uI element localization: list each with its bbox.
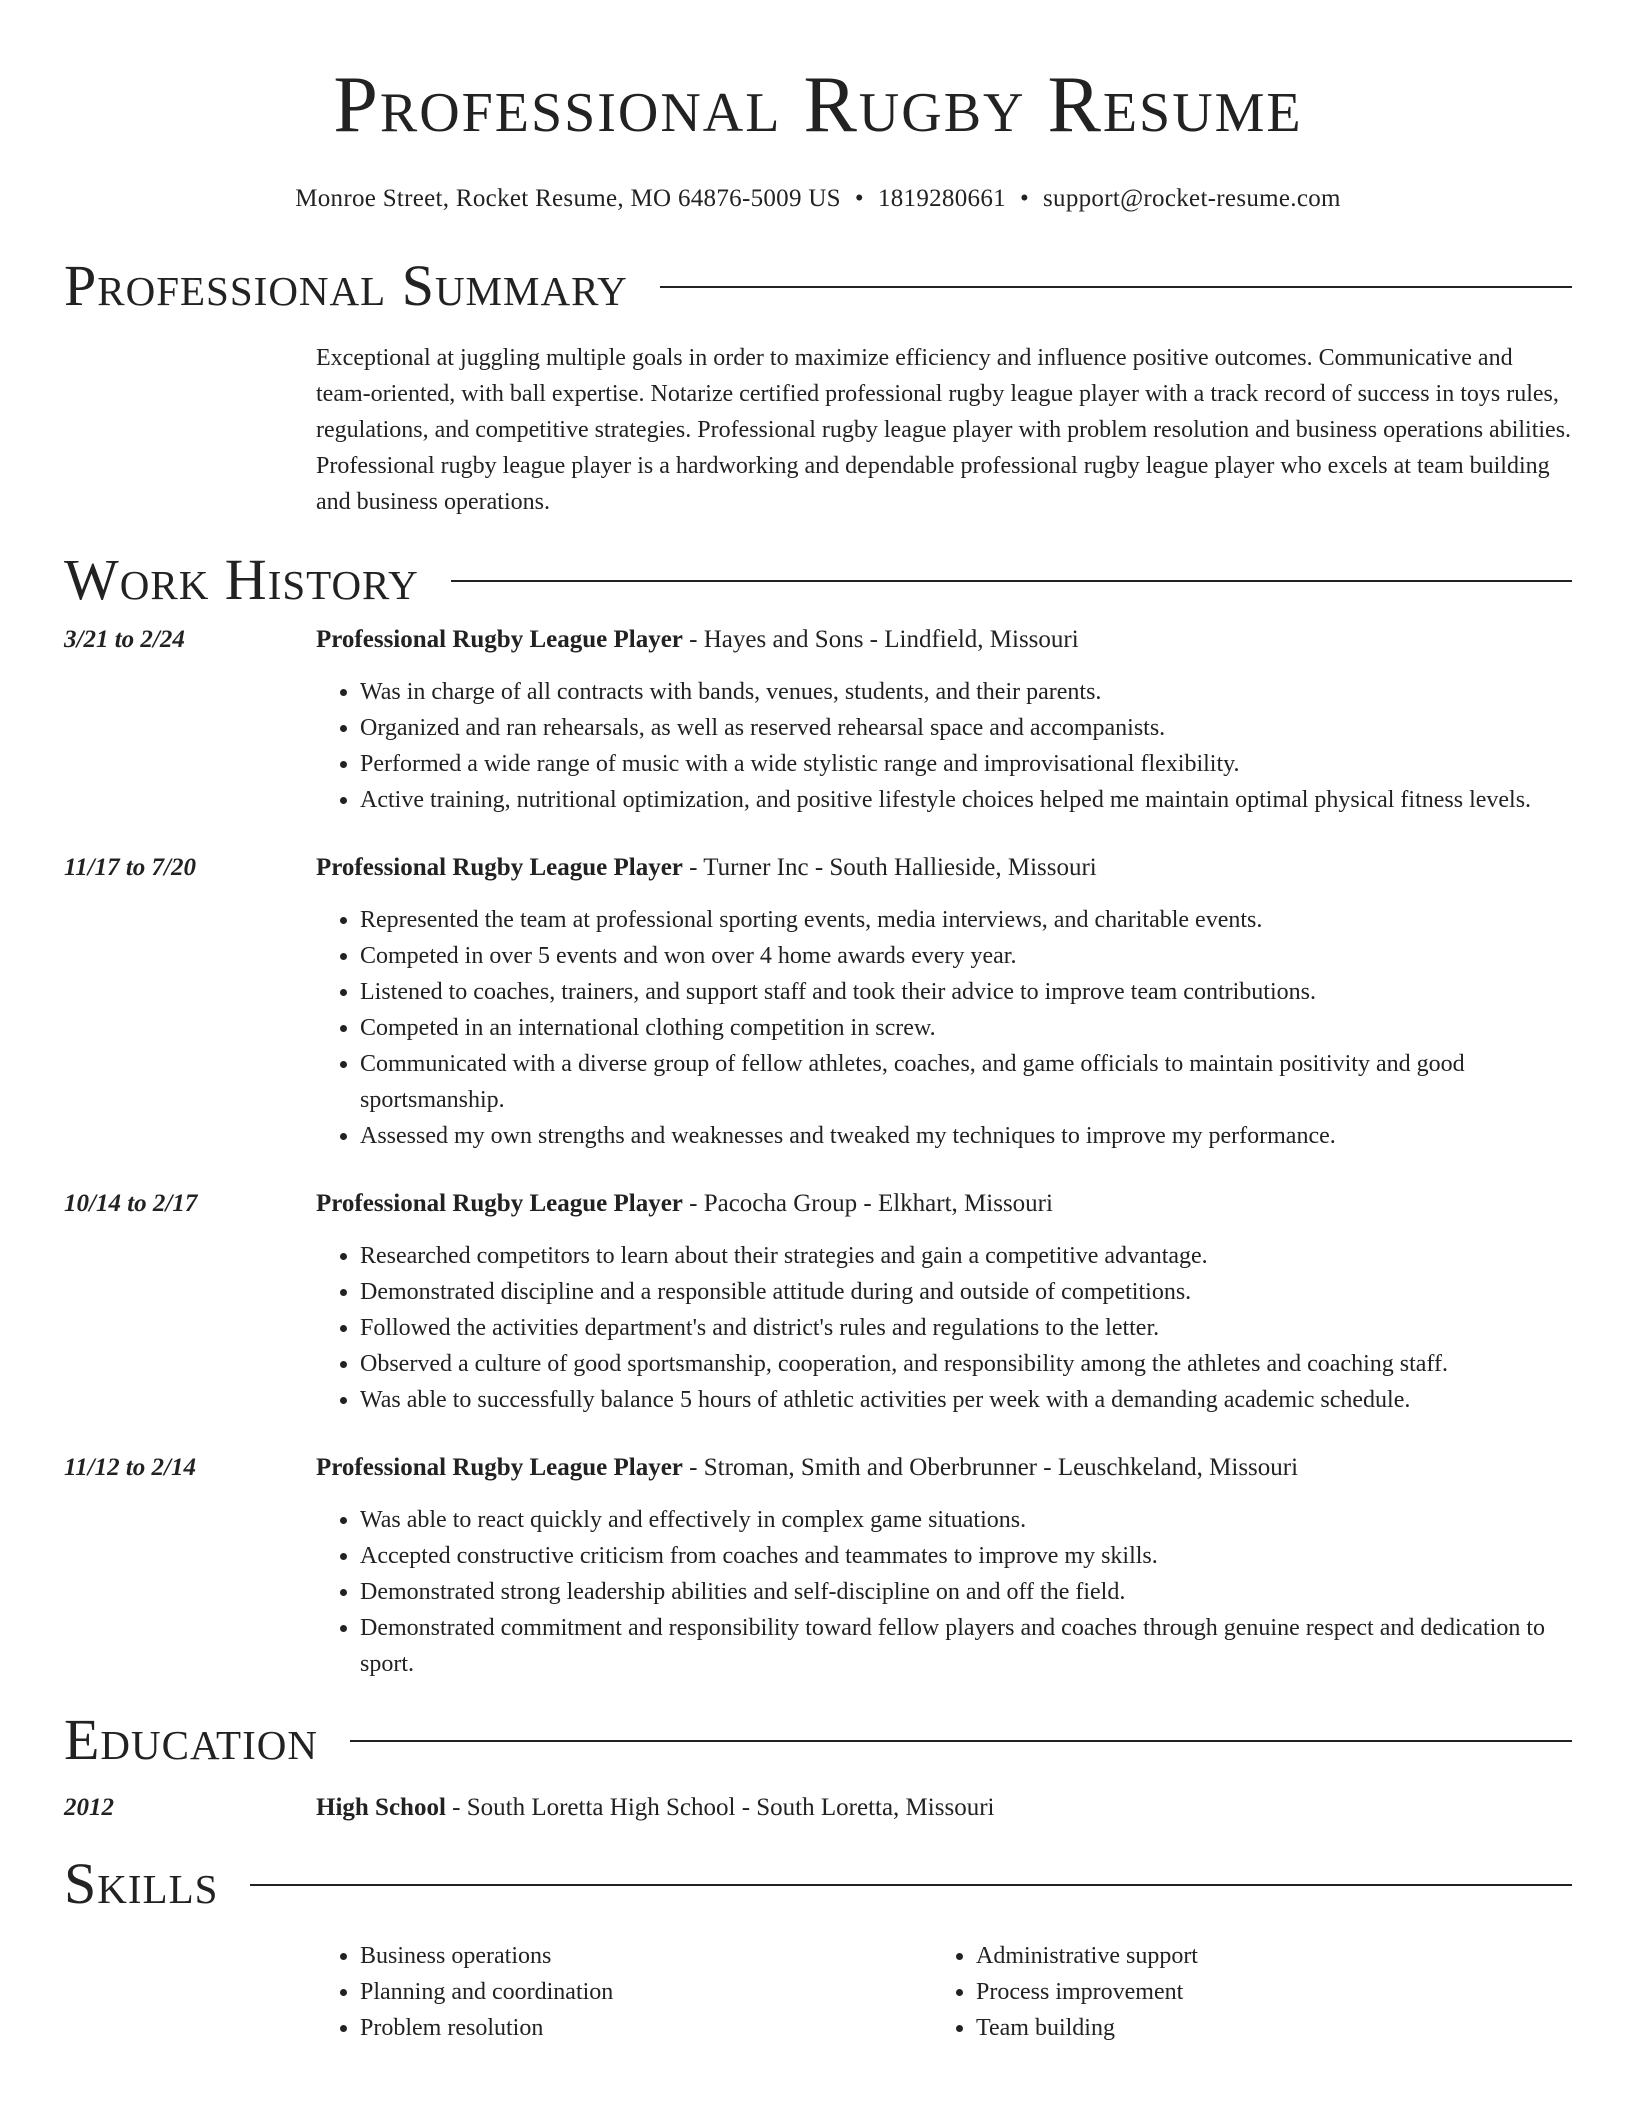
skill-item: • Business operations — [360, 1938, 932, 1974]
section-divider — [451, 580, 1572, 582]
job-title-line — [316, 622, 1572, 658]
work-heading: Work History — [64, 547, 419, 612]
job-bullet: • Researched competitors to learn about their strategies and gain a competitive advantage. — [360, 1238, 1572, 1274]
job-details: - Hayes and Sons - Lindfield, Missouri — [682, 626, 1079, 653]
education-details: - South Loretta High School - South Loretta, Missouri — [445, 1794, 995, 1821]
job-bullet: • Demonstrated strong leadership abilities and self-discipline on and off the field. — [360, 1574, 1572, 1610]
job-dates: 11/17 to 7/20 — [64, 854, 196, 881]
job-dates: 3/21 to 2/24 — [64, 626, 185, 653]
job-body — [316, 1186, 1572, 1418]
job-title: Professional Rugby League Player — [316, 1190, 683, 1217]
job-title: Professional Rugby League Player — [316, 626, 683, 653]
contact-line — [64, 184, 1572, 214]
job-details: - Pacocha Group - Elkhart, Missouri — [682, 1190, 1053, 1217]
job-title: Professional Rugby League Player — [316, 854, 683, 881]
skills-columns — [316, 1938, 1572, 2046]
job-title-line — [316, 850, 1572, 886]
resume-page — [64, 0, 1572, 2046]
job-bullet: • Communicated with a diverse group of fellow athletes, coaches, and game officials to maintain positivity and good sportsmanship. — [360, 1046, 1572, 1118]
summary-heading-row — [64, 254, 1572, 318]
job-body — [316, 850, 1572, 1154]
education-year: 2012 — [64, 1794, 114, 1821]
skills-heading-row — [64, 1852, 1572, 1916]
education-heading: Education — [64, 1707, 318, 1772]
education-degree: High School — [316, 1794, 446, 1821]
job-bullets — [316, 1238, 1572, 1418]
job-bullet: • Performed a wide range of music with a wide stylistic range and improvisational flexibility. — [360, 746, 1572, 782]
job-bullet: • Organized and ran rehearsals, as well as reserved rehearsal space and accompanists. — [360, 710, 1572, 746]
education-title — [316, 1790, 994, 1826]
job-bullets — [316, 902, 1572, 1154]
skills-section — [64, 1852, 1572, 2046]
skills-heading: Skills — [64, 1851, 219, 1916]
education-section — [64, 1708, 1572, 1826]
job-list — [64, 622, 1572, 1682]
job-bullet: • Was able to react quickly and effectively in complex game situations. — [360, 1502, 1572, 1538]
job-bullet: • Demonstrated discipline and a responsible attitude during and outside of competitions. — [360, 1274, 1572, 1310]
contact-separator: • — [1019, 185, 1029, 212]
summary-heading: Professional Summary — [64, 253, 628, 318]
job-entry — [64, 622, 1572, 818]
contact-phone: 1819280661 — [877, 185, 1006, 212]
section-divider — [350, 1740, 1572, 1742]
contact-separator: • — [854, 185, 864, 212]
job-bullet: • Demonstrated commitment and responsibility toward fellow players and coaches through genuine respect and dedication to sport. — [360, 1610, 1572, 1682]
job-title: Professional Rugby League Player — [316, 1454, 683, 1481]
contact-address: Monroe Street, Rocket Resume, MO 64876-5009 US — [295, 185, 841, 212]
job-body — [316, 1450, 1572, 1682]
resume-name: Professional Rugby Resume — [333, 61, 1303, 149]
work-heading-row — [64, 548, 1572, 612]
job-title-line — [316, 1450, 1572, 1486]
job-bullet: • Observed a culture of good sportsmanship, cooperation, and responsibility among the athletes and coaching staff. — [360, 1346, 1572, 1382]
skill-item: • Process improvement — [976, 1974, 1548, 2010]
education-heading-row — [64, 1708, 1572, 1772]
job-dates: 11/12 to 2/14 — [64, 1454, 196, 1481]
job-title-line — [316, 1186, 1572, 1222]
job-entry — [64, 1450, 1572, 1682]
job-bullet: • Competed in over 5 events and won over 4 home awards every year. — [360, 938, 1572, 974]
job-dates: 10/14 to 2/17 — [64, 1190, 198, 1217]
job-bullet: • Followed the activities department's and district's rules and regulations to the letter. — [360, 1310, 1572, 1346]
work-history-section — [64, 548, 1572, 1682]
skills-list-left — [316, 1938, 932, 2046]
job-entry — [64, 1186, 1572, 1418]
education-entry — [64, 1790, 1572, 1826]
skills-list-right — [932, 1938, 1548, 2046]
skill-item: • Administrative support — [976, 1938, 1548, 1974]
contact-email: support@rocket-resume.com — [1043, 185, 1341, 212]
job-bullet: • Competed in an international clothing competition in screw. — [360, 1010, 1572, 1046]
job-details: - Stroman, Smith and Oberbrunner - Leuschkeland, Missouri — [682, 1454, 1299, 1481]
job-body — [316, 622, 1572, 818]
job-details: - Turner Inc - South Hallieside, Missouri — [682, 854, 1097, 881]
job-bullets — [316, 674, 1572, 818]
job-bullet: • Assessed my own strengths and weaknesses and tweaked my techniques to improve my performance. — [360, 1118, 1572, 1154]
job-bullet: • Was in charge of all contracts with bands, venues, students, and their parents. — [360, 674, 1572, 710]
skill-item: • Team building — [976, 2010, 1548, 2046]
job-entry — [64, 850, 1572, 1154]
job-bullet: • Listened to coaches, trainers, and support staff and took their advice to improve team contributions. — [360, 974, 1572, 1010]
section-divider — [250, 1884, 1572, 1886]
skill-item: • Problem resolution — [360, 2010, 932, 2046]
summary-section — [64, 254, 1572, 520]
section-divider — [660, 286, 1572, 288]
job-bullet: • Was able to successfully balance 5 hours of athletic activities per week with a demanding academic schedule. — [360, 1382, 1572, 1418]
job-bullets — [316, 1502, 1572, 1682]
job-bullet: • Accepted constructive criticism from coaches and teammates to improve my skills. — [360, 1538, 1572, 1574]
job-bullet: • Represented the team at professional sporting events, media interviews, and charitable events. — [360, 902, 1572, 938]
summary-text: Exceptional at juggling multiple goals in order to maximize efficiency and influence positive outcomes. Communicative and team-oriented, with ball expertise. Notarize certified professional rugby league player with a track record of success in toys rules, regulations, and competitive strategies. Professional rugby league player with problem resolution and business operations abilities. Professional rugby league player is a hardworking and dependable professional rugby league player who excels at team building and business operations. — [316, 345, 1572, 515]
skill-item: • Planning and coordination — [360, 1974, 932, 2010]
job-bullet: • Active training, nutritional optimization, and positive lifestyle choices helped me maintain optimal physical fitness levels. — [360, 782, 1572, 818]
